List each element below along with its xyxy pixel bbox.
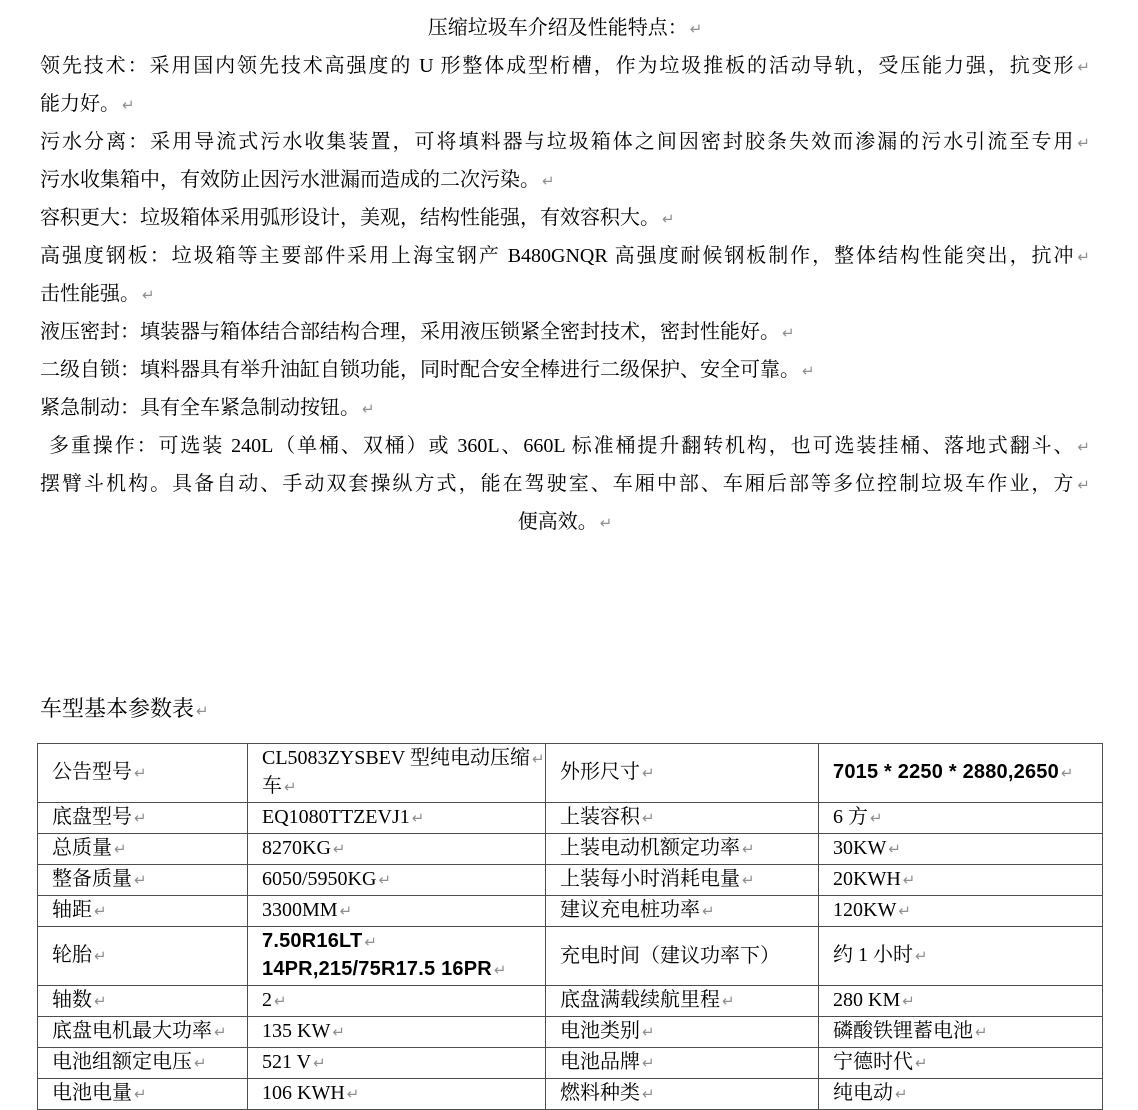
pilcrow-mark: ↵ (888, 840, 901, 858)
pilcrow-mark: ↵ (1077, 134, 1090, 152)
cell-text: 建议充电桩功率 (560, 899, 700, 921)
cell-text: 7.50R16LT (262, 930, 363, 952)
pilcrow-mark: ↵ (134, 1085, 147, 1103)
intro-line-text: 能力好。 (40, 93, 120, 115)
cell-text: 6 方 (833, 806, 868, 828)
param-label-cell (546, 744, 819, 803)
pilcrow-mark: ↵ (1060, 764, 1074, 782)
pilcrow-mark: ↵ (531, 750, 545, 768)
pilcrow-mark: ↵ (332, 840, 346, 858)
pilcrow-mark: ↵ (94, 992, 107, 1010)
param-label-cell (546, 927, 819, 986)
param-label-cell (546, 1017, 819, 1048)
pilcrow-mark: ↵ (702, 902, 715, 920)
pilcrow-mark: ↵ (915, 947, 928, 965)
cell-text: 纯电动 (833, 1082, 893, 1104)
pilcrow-mark: ↵ (364, 933, 377, 951)
pilcrow-mark: ↵ (642, 1023, 655, 1041)
cell-text: 燃料种类 (560, 1082, 640, 1104)
pilcrow-mark: ↵ (194, 1054, 207, 1072)
param-value-cell (819, 834, 1103, 865)
pilcrow-mark: ↵ (362, 400, 375, 418)
param-label-cell (38, 1017, 248, 1048)
pilcrow-mark: ↵ (902, 871, 916, 889)
pilcrow-mark: ↵ (313, 1054, 326, 1072)
param-label-cell (546, 803, 819, 834)
intro-line-text: 紧急制动：具有全车紧急制动按钮。 (40, 397, 360, 419)
table-heading (40, 694, 1138, 726)
cell-text: 电池品牌 (560, 1051, 640, 1073)
cell-text: 120KW (833, 899, 897, 921)
pilcrow-mark: ↵ (599, 514, 613, 532)
cell-text: 8270KG (262, 837, 331, 859)
table-row (38, 1079, 1103, 1110)
param-value-cell (819, 896, 1103, 927)
pilcrow-mark: ↵ (1077, 476, 1090, 494)
param-label-cell (38, 896, 248, 927)
pilcrow-mark: ↵ (902, 992, 915, 1010)
cell-text: 电池组额定电压 (52, 1051, 192, 1073)
param-value-cell (819, 1048, 1103, 1079)
param-value-cell (819, 1079, 1103, 1110)
pilcrow-mark: ↵ (802, 362, 815, 380)
param-label-cell (546, 896, 819, 927)
cell-text: EQ1080TTZEVJ1 (262, 806, 410, 828)
param-value-cell (248, 1048, 546, 1079)
cell-text: 轮胎 (52, 944, 92, 966)
cell-text: 轴数 (52, 989, 92, 1011)
pilcrow-mark: ↵ (642, 1085, 655, 1103)
cell-text: 6050/5950KG (262, 868, 377, 890)
intro-line (40, 86, 1090, 124)
param-label-cell (546, 1079, 819, 1110)
param-value-cell (819, 1017, 1103, 1048)
pilcrow-mark: ↵ (1077, 438, 1090, 456)
intro-paragraphs (40, 48, 1090, 542)
param-value-cell (819, 744, 1103, 803)
intro-line (40, 314, 1090, 352)
table-row (38, 803, 1103, 834)
pilcrow-mark: ↵ (346, 1085, 360, 1103)
intro-line-text: 二级自锁：填料器具有举升油缸自锁功能，同时配合安全棒进行二级保护、安全可靠。 (40, 359, 800, 381)
pilcrow-mark: ↵ (411, 809, 425, 827)
pilcrow-mark: ↵ (114, 840, 127, 858)
cell-text: 上装每小时消耗电量 (560, 868, 740, 890)
pilcrow-mark: ↵ (870, 809, 883, 827)
pilcrow-mark: ↵ (332, 1023, 345, 1041)
pilcrow-mark: ↵ (378, 871, 392, 889)
intro-line-text: 击性能强。 (40, 283, 140, 305)
cell-text: 2 (262, 989, 272, 1011)
param-value-cell (248, 803, 546, 834)
cell-text: 轴距 (52, 899, 92, 921)
pilcrow-mark: ↵ (975, 1023, 988, 1041)
param-value-cell (819, 865, 1103, 896)
intro-line (40, 428, 1090, 466)
param-label-cell (546, 834, 819, 865)
pilcrow-mark: ↵ (895, 1085, 908, 1103)
cell-text: 底盘电机最大功率 (52, 1020, 212, 1042)
table-row (38, 1017, 1103, 1048)
pilcrow-mark: ↵ (1077, 248, 1090, 266)
pilcrow-mark: ↵ (722, 992, 735, 1010)
param-value-cell (819, 986, 1103, 1017)
intro-line-text: 摆臂斗机构。具备自动、手动双套操纵方式，能在驾驶室、车厢中部、车厢后部等多位控制垃圾车作业，方 (40, 473, 1076, 495)
pilcrow-mark: ↵ (642, 764, 655, 782)
pilcrow-mark: ↵ (642, 1054, 655, 1072)
intro-line-text: 便高效。 (517, 511, 598, 533)
cell-text: 上装容积 (560, 806, 640, 828)
pilcrow-mark: ↵ (284, 778, 297, 796)
param-label-cell (38, 834, 248, 865)
intro-line (40, 200, 1090, 238)
cell-text: 14PR,215/75R17.5 16PR (262, 958, 492, 980)
cell-text: 电池类别 (560, 1020, 640, 1042)
pilcrow-mark: ↵ (339, 902, 353, 920)
document-title-text: 压缩垃圾车介绍及性能特点： (427, 17, 688, 39)
intro-line (40, 238, 1090, 276)
intro-line-text: 高强度钢板：垃圾箱等主要部件采用上海宝钢产 B480GNQR 高强度耐候钢板制作，整体结构性能突出，抗冲 (40, 245, 1076, 267)
pilcrow-mark: ↵ (742, 840, 755, 858)
param-label-cell (38, 986, 248, 1017)
cell-text: 整备质量 (52, 868, 132, 890)
table-row (38, 1048, 1103, 1079)
cell-text: 3300MM (262, 899, 338, 921)
cell-text: 280 KM (833, 989, 901, 1011)
cell-text: 上装电动机额定功率 (560, 837, 740, 859)
cell-text: 磷酸铁锂蓄电池 (833, 1020, 973, 1042)
intro-line (40, 466, 1090, 504)
cell-text: 521 V (262, 1051, 312, 1073)
cell-text: 30KW (833, 837, 887, 859)
table-row (38, 834, 1103, 865)
param-value-cell (248, 1017, 546, 1048)
intro-line (40, 504, 1090, 542)
param-value-cell (248, 1079, 546, 1110)
pilcrow-mark: ↵ (134, 764, 147, 782)
cell-text: 电池电量 (52, 1082, 132, 1104)
pilcrow-mark: ↵ (274, 992, 287, 1010)
pilcrow-mark: ↵ (898, 902, 911, 920)
cell-text: 充电时间（建议功率下） (560, 944, 780, 967)
cell-text: 20KWH (833, 868, 901, 890)
param-label-cell (38, 803, 248, 834)
param-value-cell (248, 986, 546, 1017)
table-row (38, 927, 1103, 986)
cell-text: 底盘满载续航里程 (560, 989, 720, 1011)
intro-line (40, 390, 1090, 428)
cell-text: 总质量 (52, 837, 112, 859)
pilcrow-mark: ↵ (493, 961, 507, 979)
pilcrow-mark: ↵ (782, 324, 795, 342)
param-value-cell (248, 865, 546, 896)
intro-line-text: 容积更大：垃圾箱体采用弧形设计，美观，结构性能强，有效容积大。 (40, 207, 660, 229)
pilcrow-mark: ↵ (196, 702, 209, 720)
param-value-cell (248, 927, 546, 986)
intro-line-text: 污水收集箱中，有效防止因污水泄漏而造成的二次污染。 (40, 169, 540, 191)
pilcrow-mark: ↵ (642, 809, 655, 827)
table-heading-text: 车型基本参数表 (40, 696, 195, 721)
param-label-cell (38, 865, 248, 896)
pilcrow-mark: ↵ (742, 871, 755, 889)
param-label-cell (38, 927, 248, 986)
intro-line-text: 污水分离：采用导流式污水收集装置，可将填料器与垃圾箱体之间因密封胶条失效而渗漏的污水引流至专用 (40, 131, 1076, 153)
pilcrow-mark: ↵ (542, 172, 555, 190)
cell-text: 车 (262, 775, 282, 797)
param-value-cell (819, 927, 1103, 986)
param-value-cell (819, 803, 1103, 834)
pilcrow-mark: ↵ (214, 1023, 227, 1041)
param-label-cell (38, 1079, 248, 1110)
cell-text: CL5083ZYSBEV 型纯电动压缩 (262, 747, 530, 769)
pilcrow-mark: ↵ (1077, 58, 1090, 76)
cell-text: 公告型号 (52, 761, 132, 783)
pilcrow-mark: ↵ (122, 96, 135, 114)
param-label-cell (546, 865, 819, 896)
intro-line (40, 276, 1090, 314)
param-value-cell (248, 744, 546, 803)
cell-text: 约 1 小时 (833, 944, 913, 966)
cell-text: 外形尺寸 (560, 761, 640, 783)
param-label-cell (546, 986, 819, 1017)
cell-text: 106 KWH (262, 1082, 345, 1104)
cell-text: 7015 * 2250 * 2880,2650 (833, 761, 1059, 783)
table-row (38, 744, 1103, 803)
table-row (38, 986, 1103, 1017)
pilcrow-mark: ↵ (94, 902, 107, 920)
intro-line-text: 领先技术：采用国内领先技术高强度的 U 形整体成型桁槽，作为垃圾推板的活动导轨，受压能力强，抗变形 (40, 55, 1076, 77)
param-value-cell (248, 834, 546, 865)
intro-line (40, 124, 1090, 162)
param-label-cell (38, 1048, 248, 1079)
cell-text: 135 KW (262, 1020, 331, 1042)
pilcrow-mark: ↵ (94, 947, 107, 965)
intro-line (40, 162, 1090, 200)
pilcrow-mark: ↵ (662, 210, 675, 228)
cell-text: 底盘型号 (52, 806, 132, 828)
param-label-cell (546, 1048, 819, 1079)
intro-line (40, 48, 1090, 86)
cell-text: 宁德时代 (833, 1051, 913, 1073)
intro-line (40, 352, 1090, 390)
pilcrow-mark: ↵ (689, 20, 703, 38)
param-label-cell (38, 744, 248, 803)
table-row (38, 896, 1103, 927)
pilcrow-mark: ↵ (915, 1054, 928, 1072)
vehicle-params-table (37, 743, 1103, 1110)
param-value-cell (248, 896, 546, 927)
document-title (40, 10, 1090, 48)
pilcrow-mark: ↵ (134, 871, 147, 889)
table-row (38, 865, 1103, 896)
pilcrow-mark: ↵ (142, 286, 155, 304)
intro-line-text: 多重操作：可选装 240L（单桶、双桶）或 360L、660L 标准桶提升翻转机构，也可选装挂桶、落地式翻斗、 (49, 435, 1076, 457)
intro-line-text: 液压密封：填装器与箱体结合部结构合理，采用液压锁紧全密封技术，密封性能好。 (40, 321, 780, 343)
pilcrow-mark: ↵ (134, 809, 147, 827)
